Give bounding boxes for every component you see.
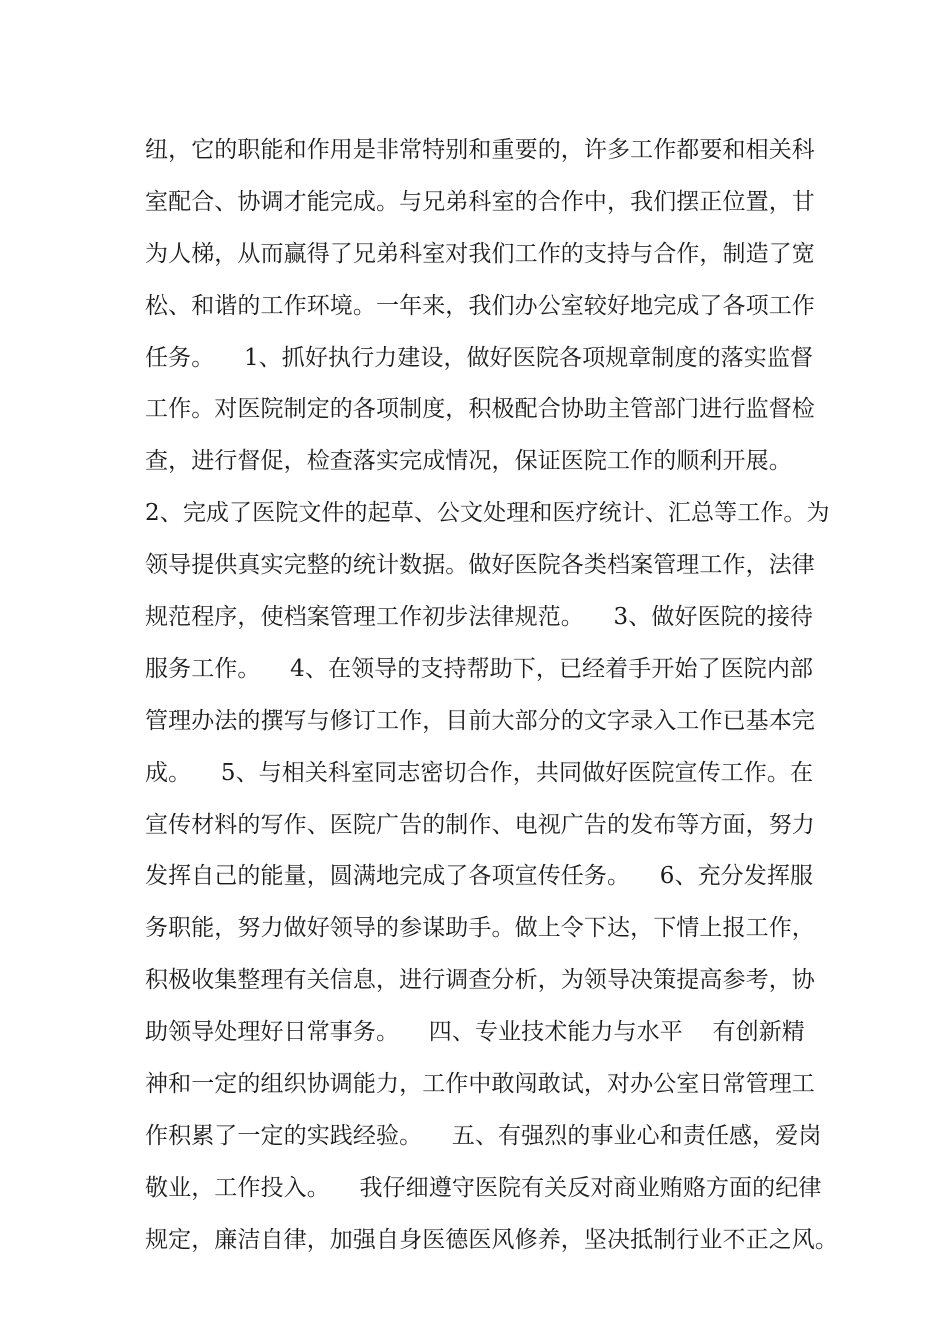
text-line: 积极收集整理有关信息，进行调查分析，为领导决策提高参考，协 [145, 967, 815, 994]
text-line: 规范程序，使档案管理工作初步法律规范。 3、做好医院的接待 [145, 604, 814, 631]
text-line: 宣传材料的写作、医院广告的制作、电视广告的发布等方面，努力 [145, 811, 815, 838]
text-line: 神和一定的组织协调能力，工作中敢闯敢试，对办公室日常管理工 [145, 1071, 815, 1098]
text-line: 松、和谐的工作环境。一年来，我们办公室较好地完成了各项工作 [145, 292, 815, 319]
text-line: 管理办法的撰写与修订工作，目前大部分的文字录入工作已基本完 [145, 707, 815, 734]
text-line: 作积累了一定的实践经验。 五、有强烈的事业心和责任感，爱岗 [145, 1122, 822, 1149]
text-line: 发挥自己的能量，圆满地完成了各项宣传任务。 6、充分发挥服 [145, 863, 814, 890]
text-line: 室配合、协调才能完成。与兄弟科室的合作中，我们摆正位置，甘 [145, 188, 815, 215]
text-line: 领导提供真实完整的统计数据。做好医院各类档案管理工作，法律 [145, 552, 815, 579]
text-line: 任务。 1、抓好执行力建设，做好医院各项规章制度的落实监督 [145, 344, 814, 371]
text-line: 规定，廉洁自律，加强自身医德医风修养，坚决抵制行业不正之风。 [145, 1226, 838, 1253]
text-line: 务职能，努力做好领导的参谋助手。做上令下达，下情上报工作， [145, 915, 815, 942]
text-line: 2、完成了医院文件的起草、公文处理和医疗统计、汇总等工作。为 [145, 500, 830, 527]
text-line: 助领导处理好日常事务。 四、专业技术能力与水平 有创新精 [145, 1019, 805, 1046]
text-line: 为人梯，从而赢得了兄弟科室对我们工作的支持与合作，制造了宽 [145, 240, 815, 267]
text-line: 服务工作。 4、在领导的支持帮助下，已经着手开始了医院内部 [145, 655, 814, 682]
text-line: 成。 5、与相关科室同志密切合作，共同做好医院宣传工作。在 [145, 759, 814, 786]
body-text [145, 125, 838, 1267]
text-line: 纽，它的职能和作用是非常特别和重要的，许多工作都要和相关科 [145, 137, 815, 163]
text-line: 敬业，工作投入。 我仔细遵守医院有关反对商业贿赂方面的纪律 [145, 1174, 822, 1201]
text-line: 工作。对医院制定的各项制度，积极配合协助主管部门进行监督检 [145, 396, 815, 423]
text-line: 查，进行督促，检查落实完成情况，保证医院工作的顺利开展。 [145, 448, 792, 475]
